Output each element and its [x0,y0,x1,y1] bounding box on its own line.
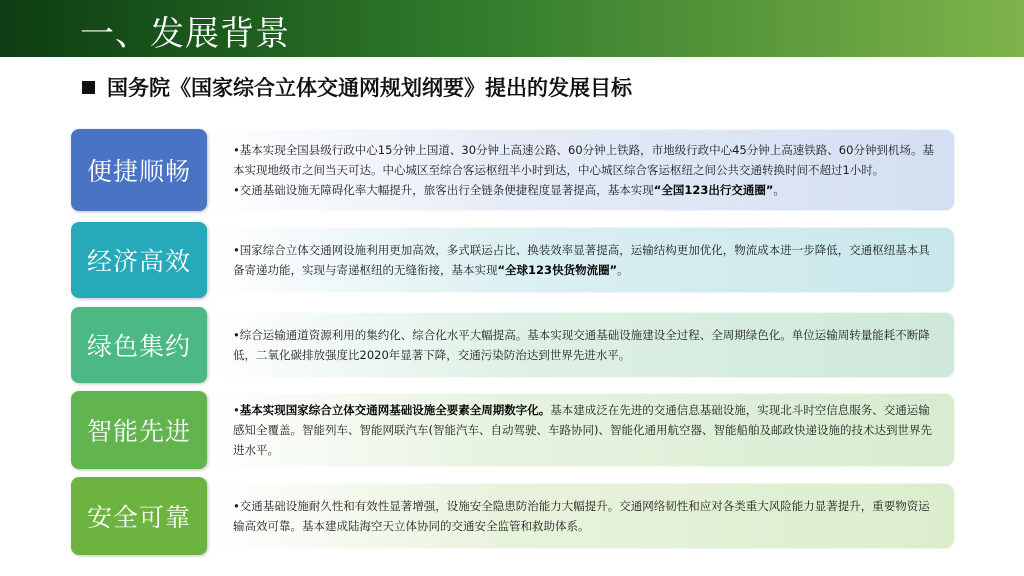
page-title: 一、发展背景 [80,14,290,54]
goal-row-smart [71,391,955,469]
goal-paragraph: •基本实现国家综合立体交通网基础设施全要素全周期数字化。基本建成泛在先进的交通信息基础设施，实现北斗时空信息服务、交通运输感知全覆盖。智能列车、智能网联汽车(智能汽车、自动驾驶、车路协同)、智能化通用航空器、智能船舶及邮政快递设施的技术达到世界先进水平。 [233,403,932,457]
square-bullet-icon [82,81,95,94]
goal-row-green [71,307,955,383]
goal-row-safe [71,477,955,555]
goal-paragraph: •国家综合立体交通网设施利用更加高效，多式联运占比、换装效率显著提高，运输结构更加优化，物流成本进一步降低，交通枢纽基本具备寄递功能，实现与寄递枢纽的无缝衔接，基本实现“全球123快货物流圈”。 [233,243,930,277]
section-heading [82,72,632,102]
goal-paragraph: •交通基础设施无障碍化率大幅提升，旅客出行全链条便捷程度显著提高，基本实现“全国123出行交通圈”。 [233,183,785,197]
goal-label: 安全可靠 [71,477,207,555]
goal-description [205,129,955,211]
goal-paragraph: •交通基础设施耐久性和有效性显著增强，设施安全隐患防治能力大幅提升。交通网络韧性和应对各类重大风险能力显著提升，重要物资运输高效可靠。基本建成陆海空天立体协同的交通安全监管和救助体系。 [233,499,930,533]
goal-paragraph: •综合运输通道资源利用的集约化、综合化水平大幅提高。基本实现交通基础设施建设全过程、全周期绿色化。单位运输周转量能耗不断降低，二氧化碳排放强度比2020年显著下降，交通污染防治达到世界先进水平。 [233,328,930,362]
header-bar [0,0,1024,57]
goal-description [205,393,955,467]
section-heading-text: 国务院《国家综合立体交通网规划纲要》提出的发展目标 [107,76,632,100]
goal-row-convenient [71,129,955,211]
goal-label: 绿色集约 [71,307,207,383]
goal-label: 便捷顺畅 [71,129,207,211]
goal-label: 经济高效 [71,222,207,298]
goal-paragraph: •基本实现全国县级行政中心15分钟上国道、30分钟上高速公路、60分钟上铁路，市地级行政中心45分钟上高速铁路、60分钟到机场。基本实现地级市之间当天可达。中心城区至综合客运枢纽半小时到达，中心城区综合客运枢纽之间公共交通转换时间不超过1小时。 [233,143,934,177]
goal-description [205,483,955,549]
goal-description [205,227,955,293]
goal-row-efficient [71,222,955,298]
goal-label: 智能先进 [71,391,207,469]
goal-description [205,312,955,378]
